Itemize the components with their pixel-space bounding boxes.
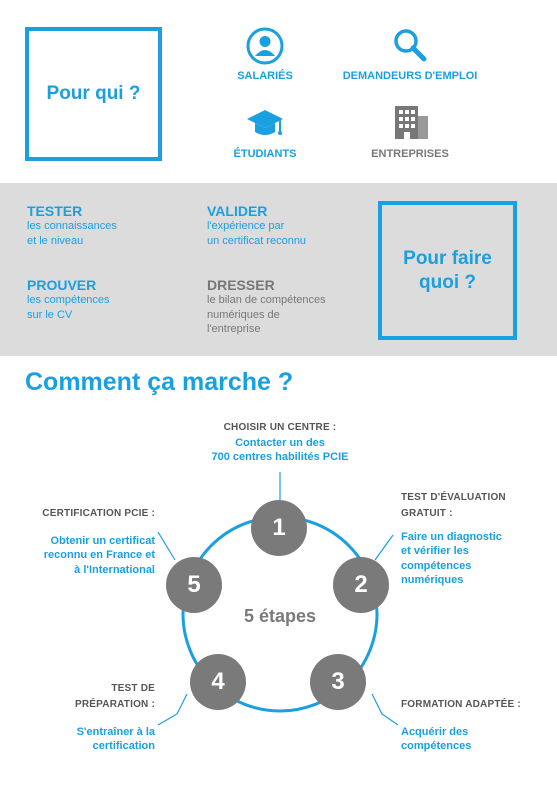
step-number-2: 2: [333, 557, 389, 613]
audience-label-entreprises: ENTREPRISES: [371, 148, 449, 160]
step-4-text: [20, 681, 155, 754]
step-body-line: reconnu en France et: [43, 549, 155, 562]
step-head: FORMATION ADAPTÉE :: [401, 699, 521, 710]
goal-desc-line: les compétences: [27, 294, 110, 307]
step-body-line: compétences: [401, 740, 472, 753]
step-number-1: 1: [251, 500, 307, 556]
goal-desc-line: et le niveau: [27, 234, 84, 247]
step-body-line: S'entraîner à la: [76, 726, 155, 738]
audience-label-etudiants: ÉTUDIANTS: [233, 148, 297, 160]
goal-desc-line: l'expérience par: [207, 220, 285, 233]
audience-label-salaries: SALARIÉS: [237, 70, 293, 82]
goal-desc-line: numériques de: [207, 308, 280, 321]
goal-title: PROUVER: [27, 277, 97, 293]
step-body-line: Obtenir un certificat: [50, 535, 155, 547]
step-head: PRÉPARATION :: [74, 699, 155, 710]
goal-desc-line: sur le CV: [27, 308, 73, 321]
step-1-text: [180, 420, 380, 465]
step-head: CHOISIR UN CENTRE :: [223, 422, 337, 433]
goal-title: VALIDER: [207, 203, 268, 219]
goals-title: Pour faire quoi ?: [403, 247, 492, 293]
step-3-text: [401, 697, 551, 754]
step-body-line: Contacter un des: [235, 437, 325, 449]
step-body-line: à l'International: [74, 563, 155, 576]
step-head: GRATUIT :: [401, 508, 453, 519]
step-number-4: 4: [190, 654, 246, 710]
step-head: CERTIFICATION PCIE :: [42, 508, 155, 519]
step-body-line: numériques: [401, 573, 464, 586]
goal-title: DRESSER: [207, 277, 275, 293]
step-head: TEST DE: [111, 683, 155, 694]
step-2-text: [401, 490, 551, 587]
step-body-line: 700 centres habilités PCIE: [211, 451, 349, 464]
step-body-line: et vérifier les: [401, 545, 469, 558]
step-5-text: [10, 506, 155, 577]
goal-desc-line: un certificat reconnu: [207, 234, 307, 247]
audience-label-demandeurs: DEMANDEURS D'EMPLOI: [342, 70, 478, 82]
audience-title: Pour qui ?: [46, 83, 141, 105]
process-title: Comment ça marche ?: [25, 368, 294, 396]
step-head: TEST D'ÉVALUATION: [401, 492, 506, 503]
goal-desc-line: l'entreprise: [207, 322, 261, 335]
step-body-line: Acquérir des: [401, 726, 469, 738]
step-body-line: compétences: [401, 559, 472, 572]
step-number-3: 3: [310, 654, 366, 710]
goal-title: TESTER: [27, 203, 83, 219]
step-body-line: certification: [92, 740, 155, 753]
center-label: 5 étapes: [243, 606, 317, 626]
goal-desc-line: les connaissances: [27, 220, 117, 233]
goal-desc-line: le bilan de compétences: [207, 294, 326, 307]
step-number-5: 5: [166, 557, 222, 613]
step-body-line: Faire un diagnostic: [401, 531, 502, 543]
